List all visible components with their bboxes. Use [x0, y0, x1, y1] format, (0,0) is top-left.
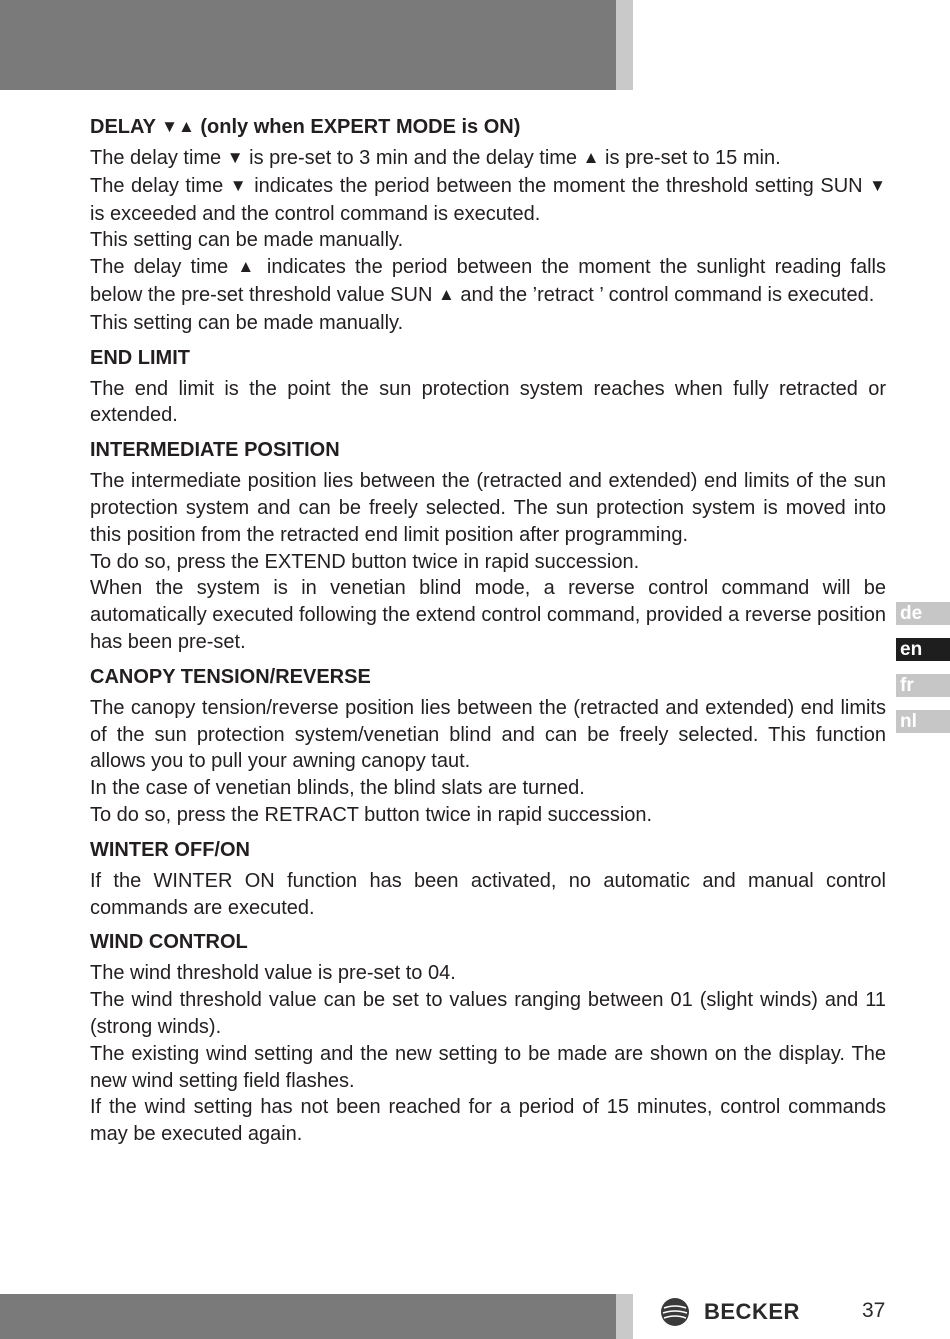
- section-heading: [90, 345, 886, 372]
- section: [90, 345, 886, 430]
- text-run: indicates the period between the moment the threshold setting SUN: [247, 174, 870, 197]
- triangle-down-icon: ▼: [869, 175, 886, 195]
- triangle-down-icon: ▼: [226, 148, 244, 167]
- becker-globe-icon: [660, 1297, 690, 1327]
- section-heading: [90, 664, 886, 691]
- paragraph: [90, 802, 886, 829]
- text-run: The delay time: [90, 256, 238, 279]
- text-run: If the WINTER ON function has been activated, no automatic and manual control commands are executed.: [90, 869, 886, 919]
- text-run: The delay time: [90, 174, 230, 197]
- language-tab-fr[interactable]: fr: [896, 674, 950, 697]
- section-heading: [90, 437, 886, 464]
- text-run: To do so, press the EXTEND button twice in rapid succession.: [90, 550, 640, 573]
- paragraph: [90, 1041, 886, 1095]
- paragraph: [90, 227, 886, 254]
- text-run: If the wind setting has not been reached for a period of 15 minutes, control commands may be executed again.: [90, 1096, 886, 1146]
- footer-bar: [0, 1294, 616, 1339]
- paragraph: [90, 868, 886, 922]
- text-run: The delay time: [90, 147, 227, 169]
- text-run: The existing wind setting and the new setting to be made are shown on the display. The new wind setting field flashes.: [90, 1042, 886, 1092]
- language-tab-en[interactable]: en: [896, 638, 950, 661]
- page-content: [90, 114, 886, 1156]
- text-run: DELAY: [90, 116, 162, 138]
- text-run: and the ’retract ’ control command is executed.: [454, 283, 875, 306]
- text-run: The wind threshold value can be set to values ranging between 01 (slight winds) and 11 (strong winds).: [90, 989, 886, 1038]
- text-run: The intermediate position lies between the (retracted and extended) end limits of the sun protection system and can be freely selected. The sun protection system is moved into this position from the retracted end limit position after programming.: [90, 470, 886, 546]
- paragraph: [90, 145, 886, 173]
- paragraph: [90, 173, 886, 228]
- text-run: is pre-set to 3 min and the delay time: [243, 147, 583, 169]
- triangle-down-icon: ▼: [229, 175, 248, 195]
- text-run: INTERMEDIATE POSITION: [90, 439, 340, 462]
- paragraph: [90, 376, 886, 430]
- paragraph: [90, 310, 886, 337]
- brand-name: BECKER: [704, 1299, 800, 1324]
- language-tabs: [896, 602, 950, 746]
- triangle-down-icon: ▼: [161, 117, 178, 136]
- section: [90, 114, 886, 337]
- section-heading: [90, 929, 886, 956]
- triangle-up-icon: ▲: [177, 117, 195, 136]
- language-tab-nl[interactable]: nl: [896, 710, 950, 733]
- triangle-up-icon: ▲: [437, 284, 455, 304]
- text-run: CANOPY TENSION/REVERSE: [90, 665, 371, 688]
- text-run: To do so, press the RETRACT button twice in rapid succession.: [90, 803, 653, 826]
- section: [90, 929, 886, 1148]
- paragraph: [90, 987, 886, 1041]
- section: [90, 664, 886, 829]
- text-run: The wind threshold value is pre-set to 04.: [90, 962, 456, 985]
- page-number: 37: [862, 1299, 886, 1322]
- paragraph: [90, 254, 886, 310]
- section-heading: [90, 837, 886, 864]
- paragraph: [90, 468, 886, 548]
- text-run: indicates the period between the moment the sunlight reading falls below the pre-set threshold value SUN: [90, 256, 887, 306]
- paragraph: [90, 1094, 886, 1148]
- text-run: WIND CONTROL: [90, 931, 248, 954]
- brand-logo: [660, 1294, 800, 1330]
- paragraph: [90, 695, 886, 775]
- paragraph: [90, 549, 886, 576]
- text-run: END LIMIT: [90, 346, 190, 369]
- section: [90, 837, 886, 922]
- section: [90, 437, 886, 656]
- triangle-up-icon: ▲: [582, 148, 600, 167]
- language-tab-de[interactable]: de: [896, 602, 950, 625]
- text-run: In the case of venetian blinds, the blind slats are turned.: [90, 777, 585, 800]
- paragraph: [90, 775, 886, 802]
- text-run: When the system is in venetian blind mode, a reverse control command will be automatically executed following the extend control command, provided a reverse position has been pre-set.: [90, 577, 886, 653]
- text-run: The canopy tension/reverse position lies between the (retracted and extended) end limits of the sun protection system/venetian blind and can be freely selected. This function allows you to pull your awning canopy taut.: [90, 696, 886, 773]
- text-run: WINTER OFF/ON: [90, 838, 250, 861]
- paragraph: [90, 575, 886, 655]
- text-run: The end limit is the point the sun protection system reaches when fully retracted or extended.: [90, 377, 886, 427]
- header-bar-edge: [616, 0, 633, 90]
- triangle-up-icon: ▲: [237, 257, 258, 277]
- text-run: This setting can be made manually.: [90, 311, 404, 334]
- text-run: is exceeded and the control command is executed.: [90, 202, 541, 225]
- text-run: (only when EXPERT MODE is ON): [194, 116, 521, 138]
- text-run: is pre-set to 15 min.: [599, 147, 781, 169]
- section-heading: [90, 114, 886, 141]
- footer-bar-edge: [616, 1294, 633, 1339]
- paragraph: [90, 960, 886, 987]
- header-bar: [0, 0, 616, 90]
- text-run: This setting can be made manually.: [90, 229, 404, 252]
